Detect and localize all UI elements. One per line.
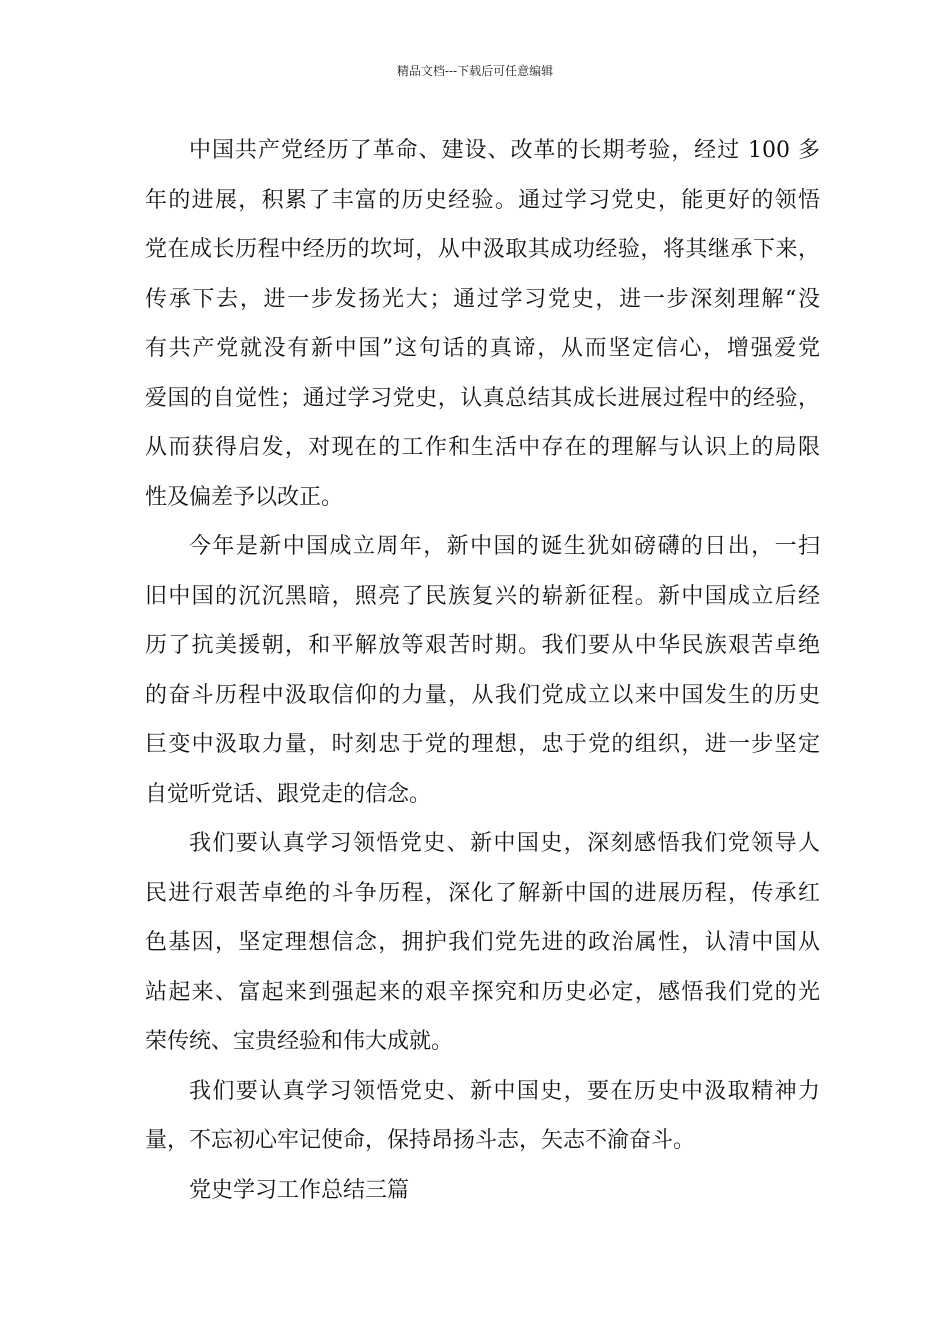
page-header: 精品文档---下载后可任意编辑 xyxy=(396,64,554,78)
paragraph-4 xyxy=(145,1067,820,1166)
document-body xyxy=(145,126,820,1215)
paragraph-line: 中国共产党经历了革命、建设、改革的长期考验，经过 100 多 xyxy=(189,138,820,163)
paragraph-3 xyxy=(145,819,820,1067)
heading-line: 党史学习工作总结三篇 xyxy=(189,1177,410,1203)
paragraph-line: 传承下去，进一步发扬光大；通过学习党史，进一步深刻理解“没 xyxy=(145,286,820,312)
paragraph-line: 民进行艰苦卓绝的斗争历程，深化了解新中国的进展历程，传承红 xyxy=(145,880,820,906)
paragraph-line: 量，不忘初心牢记使命，保持昂扬斗志，矢志不渝奋斗。 xyxy=(145,1128,696,1153)
paragraph-line: 巨变中汲取力量，时刻忠于党的理想，忠于党的组织，进一步坚定 xyxy=(145,732,820,757)
section-heading xyxy=(145,1166,820,1216)
paragraph-1 xyxy=(145,126,820,522)
paragraph-line: 爱国的自觉性；通过学习党史，认真总结其成长进展过程中的经验， xyxy=(145,385,820,411)
paragraph-line: 党在成长历程中经历的坎坷，从中汲取其成功经验，将其继承下来， xyxy=(145,237,820,262)
paragraph-line: 自觉听党话、跟党走的信念。 xyxy=(145,781,432,807)
paragraph-line: 我们要认真学习领悟党史、新中国史，深刻感悟我们党领导人 xyxy=(189,831,820,856)
paragraph-line: 历了抗美援朝，和平解放等艰苦时期。我们要从中华民族艰苦卓绝 xyxy=(145,633,820,658)
paragraph-line: 性及偏差予以改正。 xyxy=(145,484,344,510)
paragraph-line: 的奋斗历程中汲取信仰的力量，从我们党成立以来中国发生的历史 xyxy=(145,682,820,708)
paragraph-line: 从而获得启发，对现在的工作和生活中存在的理解与认识上的局限 xyxy=(145,435,820,460)
paragraph-line: 荣传统、宝贵经验和伟大成就。 xyxy=(145,1029,454,1054)
paragraph-line: 今年是新中国成立周年，新中国的诞生犹如磅礴的日出，一扫 xyxy=(189,534,820,559)
paragraph-line: 有共产党就没有新中国”这句话的真谛，从而坚定信心，增强爱党 xyxy=(145,336,820,361)
paragraph-line: 年的进展，积累了丰富的历史经验。通过学习党史，能更好的领悟 xyxy=(145,187,820,213)
paragraph-line: 站起来、富起来到强起来的艰辛探究和历史必定，感悟我们党的光 xyxy=(145,979,820,1005)
paragraph-2 xyxy=(145,522,820,819)
paragraph-line: 旧中国的沉沉黑暗，照亮了民族复兴的崭新征程。新中国成立后经 xyxy=(145,583,820,609)
paragraph-line: 色基因，坚定理想信念，拥护我们党先进的政治属性，认清中国从 xyxy=(145,930,820,955)
paragraph-line: 我们要认真学习领悟党史、新中国史，要在历史中汲取精神力 xyxy=(189,1078,820,1104)
